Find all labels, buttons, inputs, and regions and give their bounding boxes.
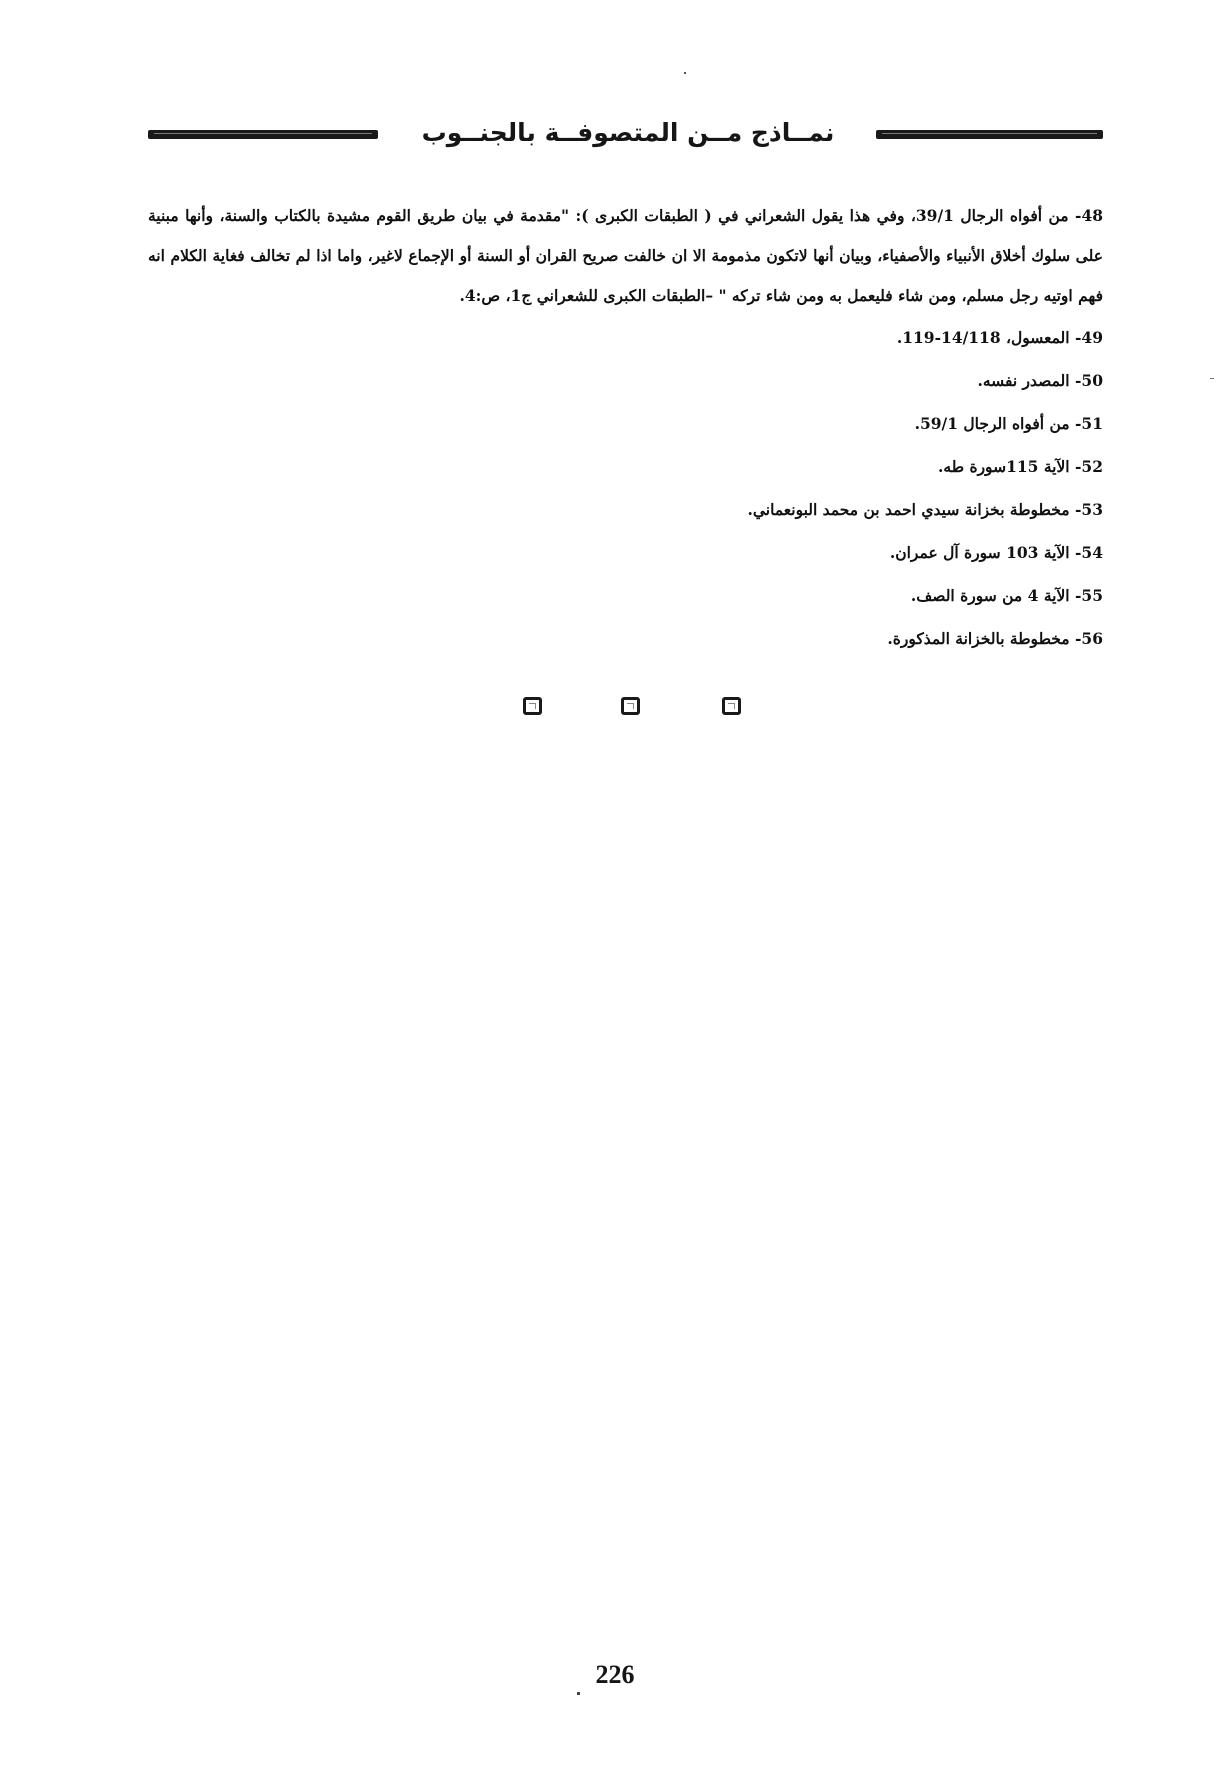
footnote-53: 53- مخطوطة بخزانة سيدي احمد بن محمد البونعماني.: [747, 500, 1103, 519]
header-rule-right: [876, 130, 1103, 139]
footnote-50: 50- المصدر نفسه.: [977, 371, 1103, 390]
footnotes-list: [148, 196, 1103, 668]
square-ornament-icon: [621, 697, 640, 715]
footnote-55: 55- الآية 4 من سورة الصف.: [910, 586, 1103, 605]
footnote-48: 48- من أفواه الرجال 39/1، وفي هذا يقول الشعراني في ( الطبقات الكبرى ): "مقدمة في بيان طريق القوم مشيدة بالكتاب والسنة، وأنها مبنية على سلوك أخلاق الأنبياء والأصفياء، وبيان أنها لاتكون مذمومة الا ان خالفت صريح القران أو السنة أو الإجماع لاغير، واما اذا لم تخالف فغاية الكلام انه فهم اوتيه رجل مسلم، ومن شاء فليعمل به ومن شاء تركه " –الطبقات الكبرى للشعراني ج1، ص:4.: [148, 206, 1104, 305]
header-rule-left: [148, 130, 378, 139]
footnote-56: 56- مخطوطة بالخزانة المذكورة.: [887, 629, 1103, 648]
scan-speck: [577, 1692, 580, 1695]
page-number: 226: [595, 1660, 635, 1689]
footnote-52: 52- الآية 115سورة طه.: [938, 457, 1103, 476]
footnote-49: 49- المعسول، 14/118-119.: [896, 328, 1103, 347]
header-title: نمــاذج مــن المتصوفــة بالجنــوب: [421, 118, 835, 147]
scan-speck: [1210, 378, 1214, 379]
square-ornament-icon: [722, 697, 741, 715]
section-end-ornaments: [523, 697, 753, 723]
footnote-54: 54- الآية 103 سورة آل عمران.: [889, 543, 1103, 562]
running-header: [148, 118, 1103, 158]
square-ornament-icon: [523, 697, 542, 715]
scan-speck: [684, 72, 686, 74]
footnote-51: 51- من أفواه الرجال 59/1.: [914, 414, 1103, 433]
